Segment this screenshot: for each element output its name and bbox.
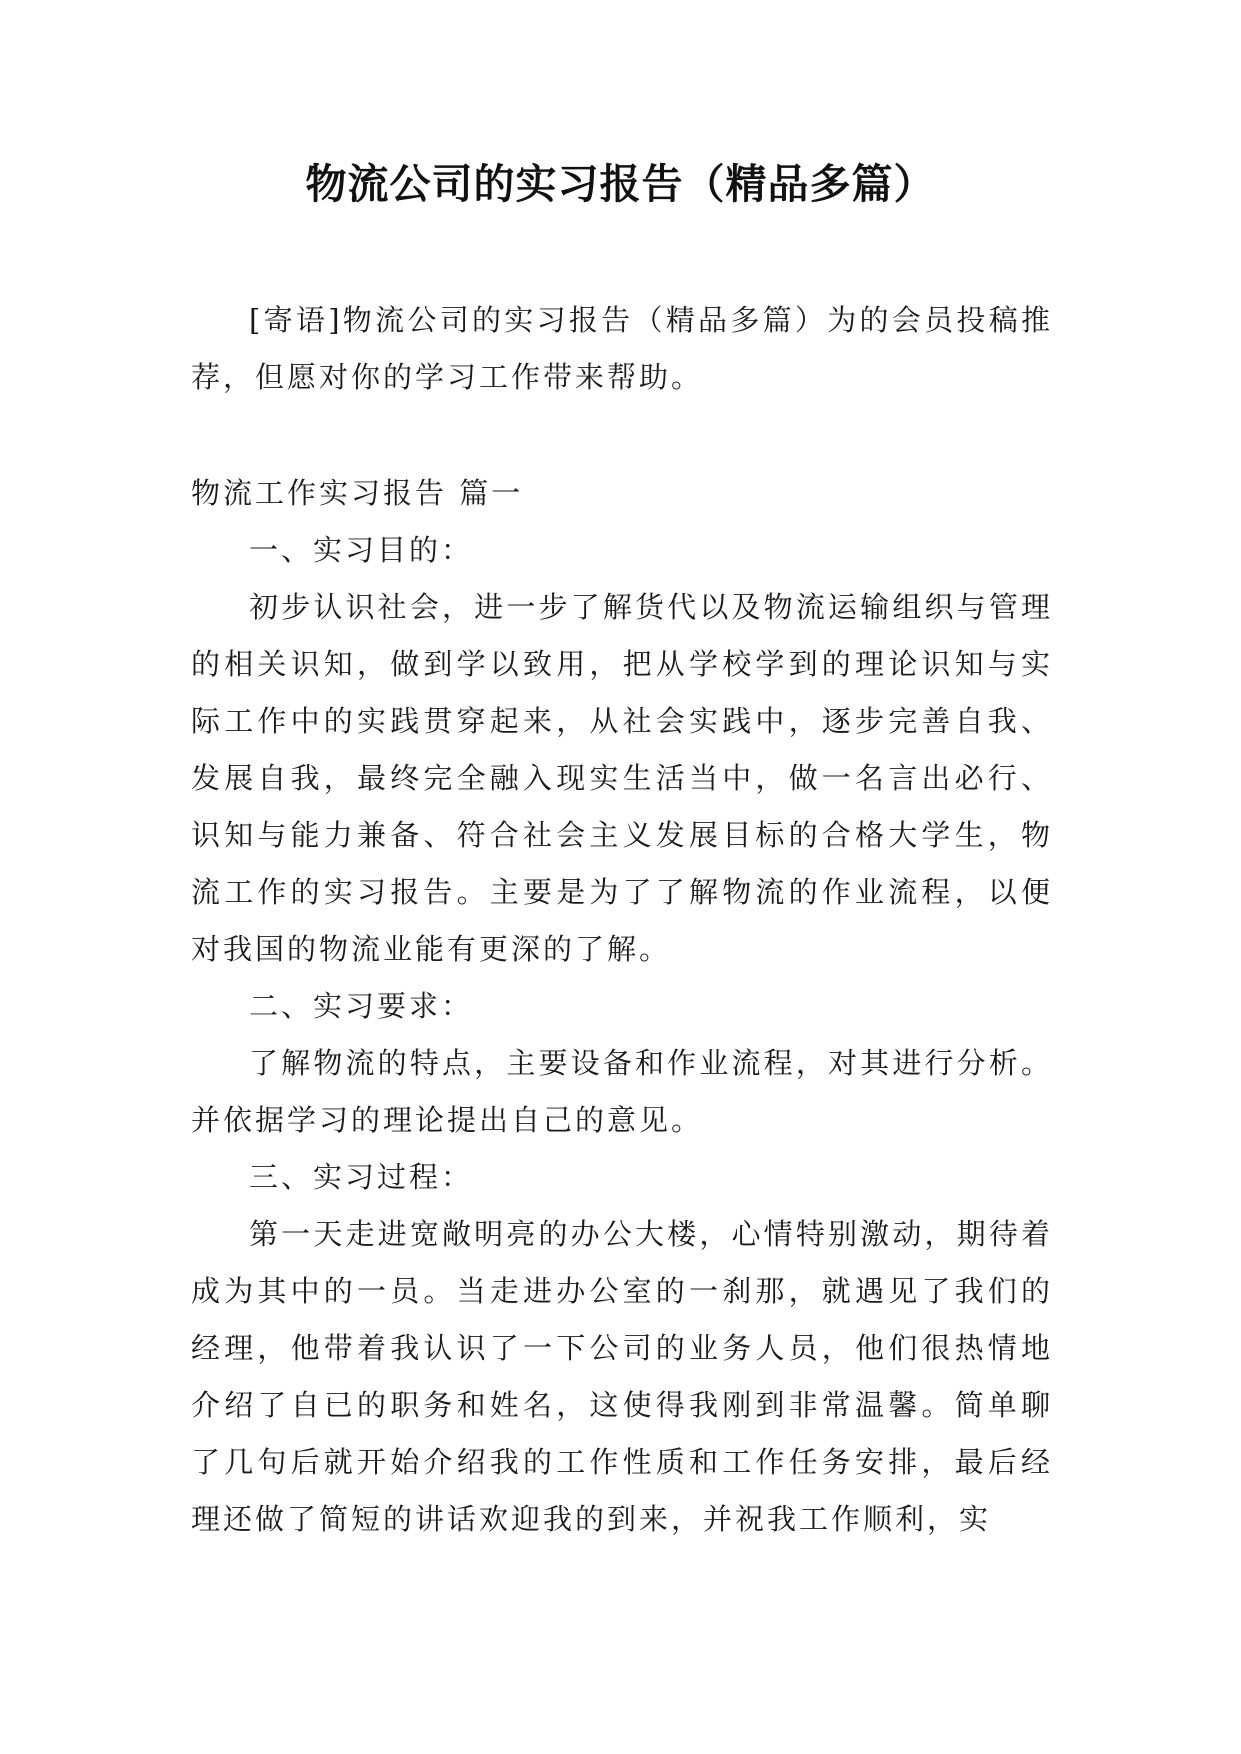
paragraph-requirements: 了解物流的特点，主要设备和作业流程，对其进行分析。并依据学习的理论提出自己的意见。: [191, 1046, 1053, 1137]
paragraph-purpose: 初步认识社会，进一步了解货代以及物流运输组织与管理的相关识知，做到学以致用，把从学校学到的理论识知与实际工作中的实践贯穿起来，从社会实践中，逐步完善自我、发展自我，最终完全融入现实生活当中，做一名言出必行、识知与能力兼备、符合社会主义发展目标的合格大学生，物流工作的实习报告。主要是为了了解物流的作业流程，以便对我国的物流业能有更深的了解。: [191, 590, 1053, 966]
spacer: [191, 406, 1053, 465]
document-title: 物流公司的实习报告（精品多篇）: [305, 160, 936, 208]
subheading-requirements: 二、实习要求：: [249, 989, 474, 1023]
intro-paragraph: [寄语]物流公司的实习报告（精品多篇）为的会员投稿推荐，但愿对你的学习工作带来帮助。: [191, 303, 1053, 394]
subheading-process: 三、实习过程：: [249, 1160, 474, 1194]
document-body: [191, 292, 1053, 1548]
subheading-purpose: 一、实习目的：: [249, 533, 474, 567]
section-heading: 物流工作实习报告 篇一: [191, 476, 524, 510]
paragraph-process: 第一天走进宽敞明亮的办公大楼，心情特别激动，期待着成为其中的一员。当走进办公室的一刹那，就遇见了我们的经理，他带着我认识了一下公司的业务人员，他们很热情地介绍了自已的职务和姓名，这使得我刚到非常温馨。简单聊了几句后就开始介绍我的工作性质和工作任务安排，最后经理还做了简短的讲话欢迎我的到来，并祝我工作顺利，实: [191, 1217, 1053, 1536]
